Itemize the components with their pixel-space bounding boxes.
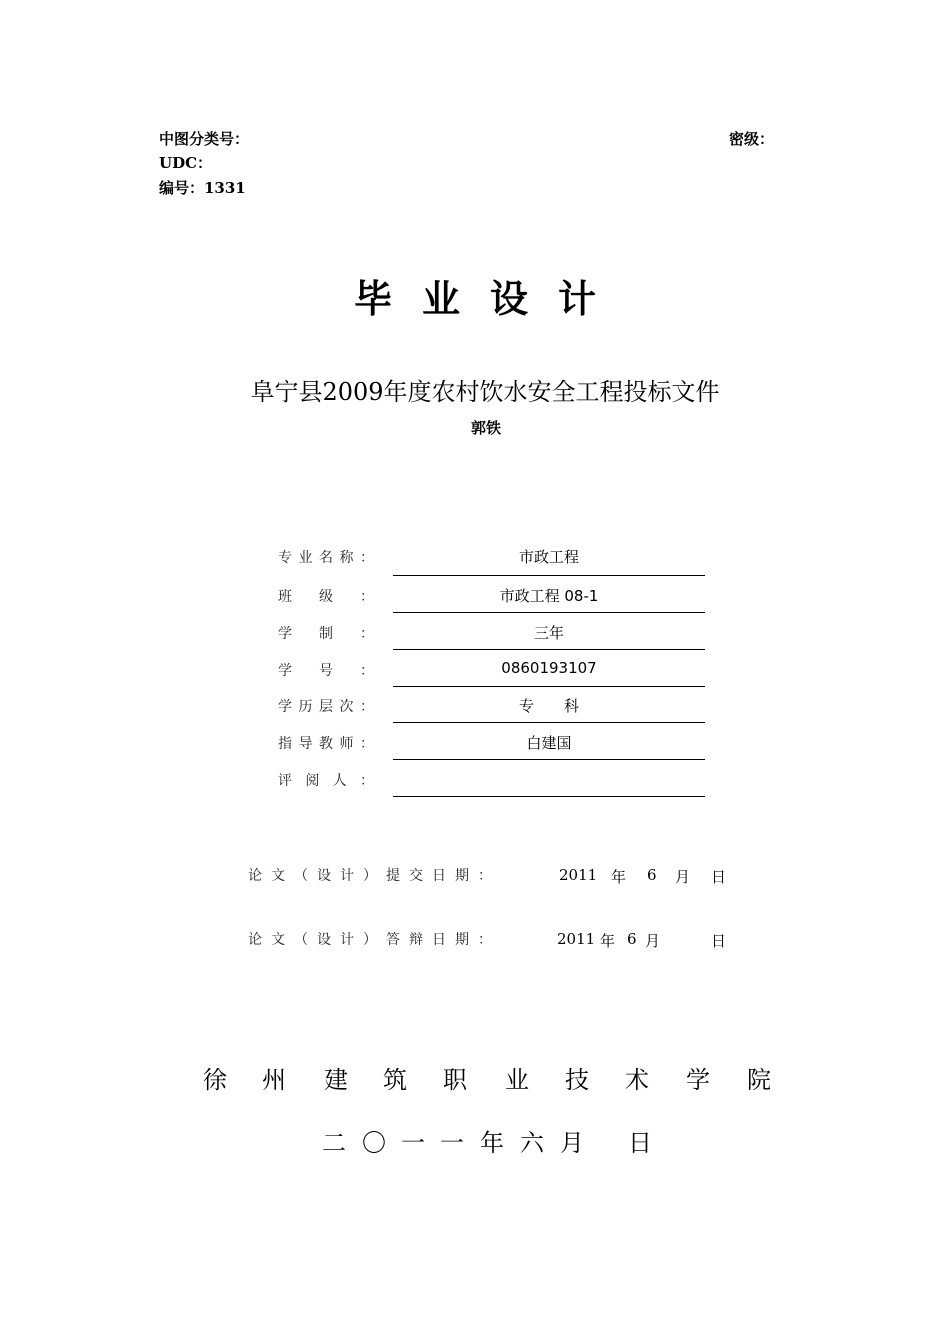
submit-date-month: 6: [647, 866, 657, 884]
school-name-char: 筑: [383, 1066, 407, 1094]
secret-level-label: 密级：: [729, 130, 775, 148]
school-name-char: 术: [625, 1066, 649, 1094]
udc-label: UDC：: [159, 154, 213, 172]
field-label: 班 级 ：: [278, 589, 374, 605]
field-label: 指 导 教 师 ：: [278, 736, 374, 752]
submit-date-day-unit: 日: [711, 868, 727, 886]
footer-date-char: 二: [322, 1129, 346, 1157]
defense-date-month: 6: [627, 930, 637, 948]
school-name-char: 学: [686, 1066, 710, 1094]
school-name-char: 技: [565, 1066, 589, 1094]
defense-date-label: 论文（设计）答辩日期：: [248, 932, 501, 948]
field-label: 评 阅 人 ：: [278, 773, 374, 789]
defense-date-day-unit: 日: [711, 932, 727, 950]
footer-date-char: 六: [520, 1129, 544, 1157]
field-underline: [393, 575, 705, 576]
field-value: 市政工程 08-1: [499, 587, 599, 605]
school-name-char: 院: [747, 1066, 771, 1094]
field-underline: [393, 722, 705, 723]
field-underline: [393, 686, 705, 687]
submit-date-year: 2011: [559, 866, 598, 884]
school-name-char: 徐: [203, 1066, 227, 1094]
footer-date-char: 日: [628, 1129, 652, 1157]
footer-date-char: 〇: [362, 1129, 386, 1157]
field-label: 学 历 层 次 ：: [278, 699, 374, 715]
footer-date-char: 月: [560, 1129, 584, 1157]
page-title: 毕业设计: [353, 277, 626, 321]
footer-date-char: 年: [480, 1129, 504, 1157]
defense-date-year-unit: 年: [600, 932, 616, 950]
number-label: 编号：1331: [159, 179, 246, 197]
field-value: 白建国: [526, 734, 572, 752]
submit-date-year-unit: 年: [611, 868, 627, 886]
field-label: 学 制 ：: [278, 626, 374, 642]
footer-date-char: 一: [401, 1129, 425, 1157]
field-value: 三年: [533, 624, 564, 642]
field-underline: [393, 759, 705, 760]
footer-date-char: 一: [440, 1129, 464, 1157]
defense-date-month-unit: 月: [645, 932, 661, 950]
submit-date-month-unit: 月: [675, 868, 691, 886]
author-name: 郭铁: [470, 419, 501, 437]
school-name-char: 业: [505, 1066, 529, 1094]
field-underline: [393, 649, 705, 650]
field-label: 学 号 ：: [278, 663, 374, 679]
submit-date-label: 论文（设计）提交日期：: [248, 868, 501, 884]
school-name-char: 建: [324, 1066, 348, 1094]
defense-date-year: 2011: [557, 930, 596, 948]
school-name-char: 州: [262, 1066, 286, 1094]
field-underline: [393, 612, 705, 613]
thesis-subtitle: 阜宁县2009年度农村饮水安全工程投标文件: [250, 378, 720, 406]
field-value: 0860193107: [501, 659, 597, 677]
school-name-char: 职: [443, 1066, 467, 1094]
field-value: 专 科: [518, 697, 579, 715]
field-underline: [393, 796, 705, 797]
classification-label: 中图分类号：: [159, 130, 250, 148]
field-label: 专 业 名 称 ：: [278, 550, 374, 566]
field-value: 市政工程: [518, 548, 579, 566]
